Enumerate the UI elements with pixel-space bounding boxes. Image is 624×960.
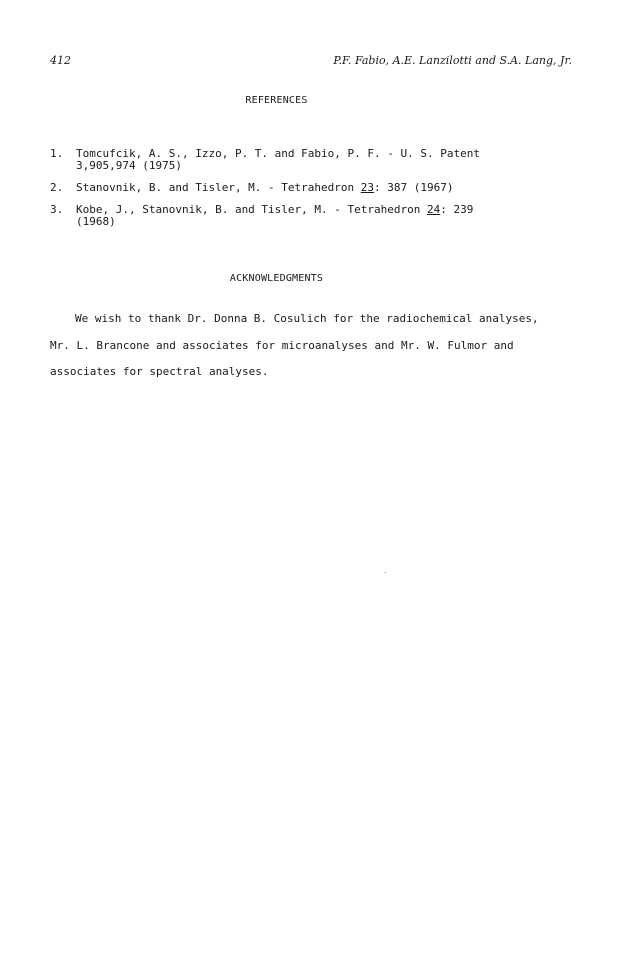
page-number: 412: [50, 54, 71, 67]
acknowledgments-paragraph: We wish to thank Dr. Donna B. Cosulich for the radiochemical analyses, Mr. L. Brancone and associates for microanalyses and Mr. W. Fulmor and associates for spectral analyses.: [50, 312, 539, 378]
acknowledgments-heading: ACKNOWLEDGMENTS: [229, 273, 324, 284]
reference-list: [50, 148, 530, 238]
reference-pages: : 239 (1968): [76, 203, 474, 228]
reference-number: 3.: [50, 203, 64, 216]
reference-number: 1.: [50, 147, 64, 160]
reference-number: 2.: [50, 181, 64, 194]
reference-citation: Stanovnik, B. and Tisler, M. - Tetrahedron: [76, 181, 361, 194]
reference-item-1: [50, 148, 530, 172]
reference-citation: Kobe, J., Stanovnik, B. and Tisler, M. - Tetrahedron: [76, 203, 427, 216]
reference-pages: : 387 (1967): [374, 181, 454, 194]
reference-text: [76, 204, 530, 228]
reference-volume: 24: [427, 203, 441, 216]
reference-text: Tomcufcik, A. S., Izzo, P. T. and Fabio, P. F. - U. S. Patent 3,905,974 (1975): [76, 147, 480, 172]
scan-speck: [385, 572, 386, 573]
reference-item-3: [50, 204, 530, 228]
reference-text: [76, 182, 530, 194]
reference-item-2: [50, 182, 530, 194]
references-heading: REFERENCES: [245, 95, 308, 106]
running-head: P.F. Fabio, A.E. Lanzilotti and S.A. Lang, Jr.: [333, 54, 572, 67]
reference-volume: 23: [360, 181, 375, 194]
